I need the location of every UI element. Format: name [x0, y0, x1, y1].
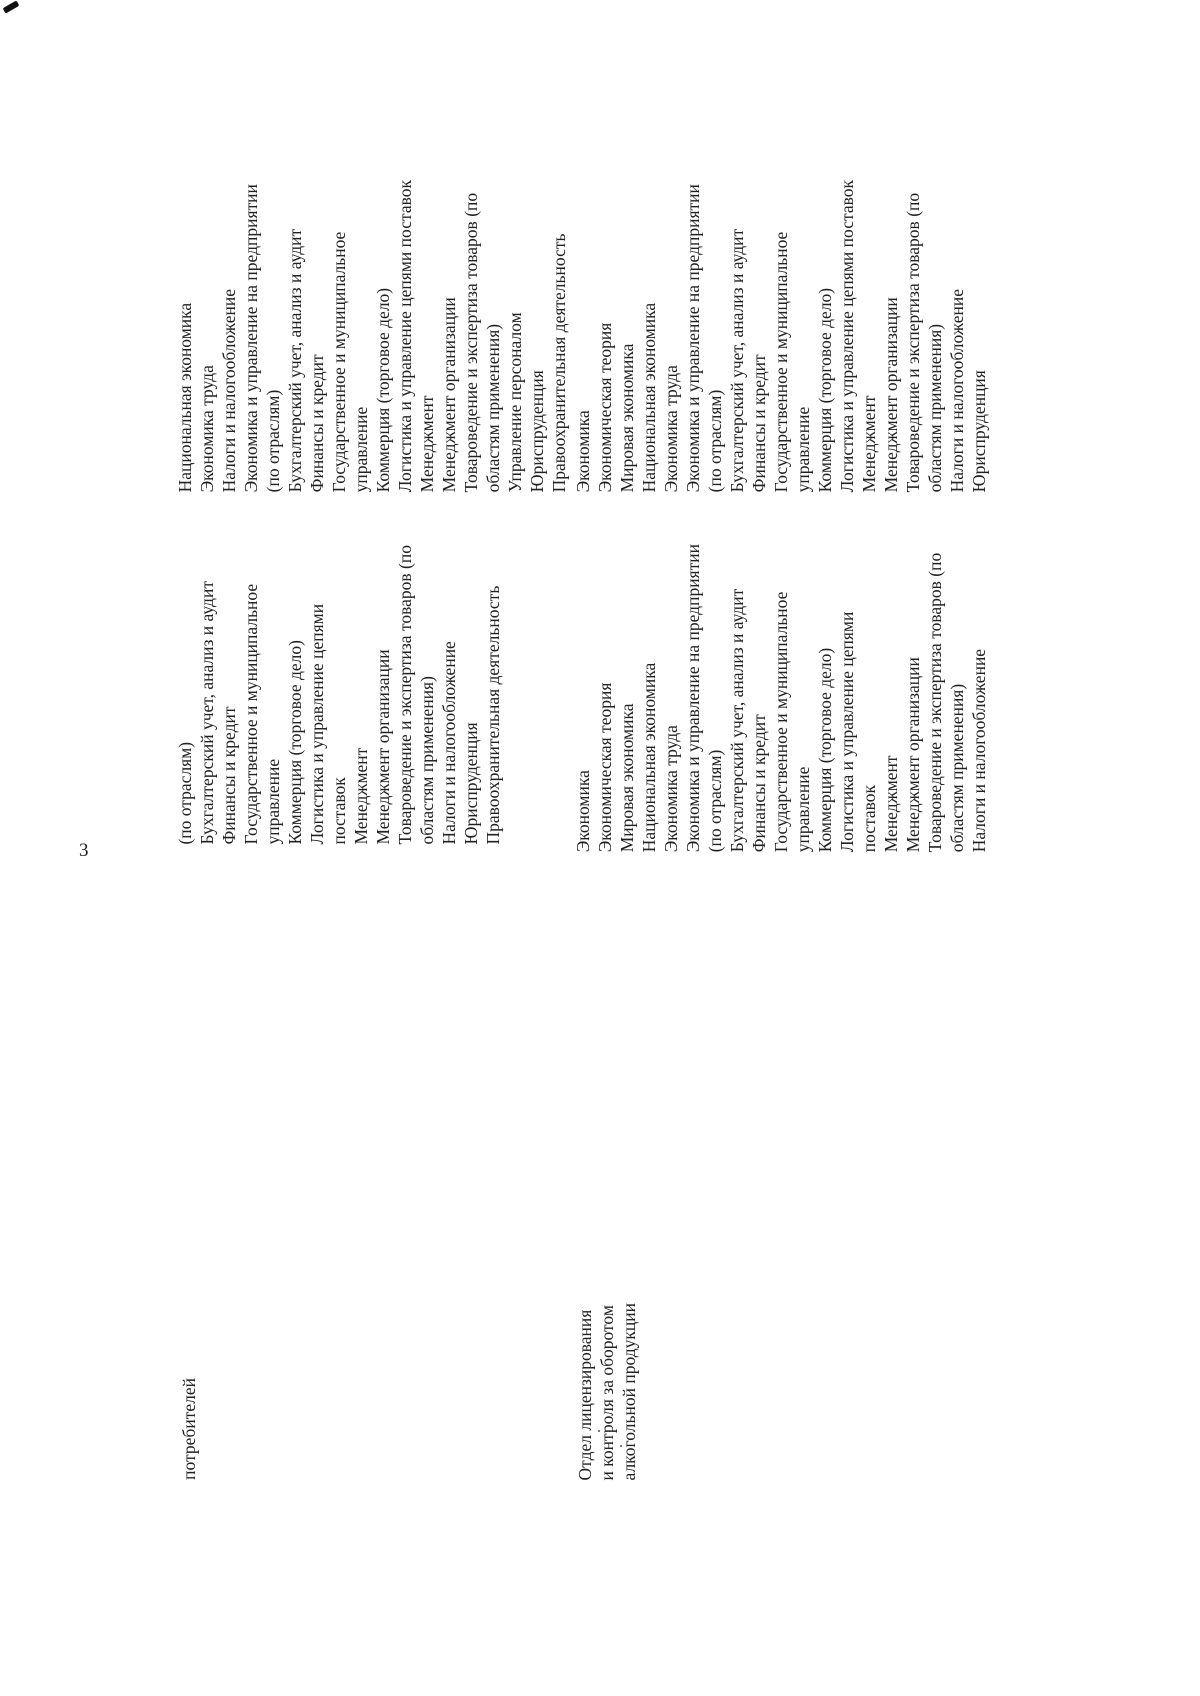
specialty-list-column-1: [174, 545, 504, 845]
text-line: Налоги и налогообложение: [969, 648, 989, 853]
text-line: Правоохранительная деятельность: [549, 233, 569, 493]
text-line: Товароведение и экспертиза товаров (по: [395, 545, 415, 845]
text-line: Государственное и муниципальное: [771, 231, 791, 493]
specialty-list-column-2: [174, 180, 570, 492]
text-line: Национальная экономика: [175, 302, 195, 493]
text-line: Менеджмент: [859, 395, 879, 493]
specialty-list-column-1: [572, 544, 990, 852]
text-line: Логистика и управление цепями: [307, 603, 327, 845]
text-line: поставок: [329, 777, 349, 845]
text-line: поставок: [859, 784, 879, 853]
text-line: областям применения): [947, 683, 967, 853]
text-line: Налоги и налогообложение: [219, 289, 239, 493]
text-line: Экономика труда: [197, 365, 217, 493]
text-line: потребителей: [179, 1378, 199, 1480]
text-line: Отдел лицензирования: [575, 1309, 595, 1481]
text-line: управление: [793, 406, 813, 493]
text-line: Национальная экономика: [639, 302, 659, 493]
text-line: Менеджмент организации: [881, 297, 901, 493]
text-line: Налоги и налогообложение: [947, 289, 967, 493]
specialty-list-column-2: [572, 180, 990, 492]
text-line: управление: [793, 766, 813, 853]
text-line: Товароведение и экспертиза товаров (по: [925, 552, 945, 853]
text-line: Экономика: [573, 410, 593, 493]
text-line: Менеджмент организации: [439, 297, 459, 493]
text-line: алкогольной продукции: [619, 1303, 639, 1481]
text-line: (по отраслям): [175, 741, 195, 845]
text-line: Бухгалтерский учет, анализ и аудит: [197, 581, 217, 845]
text-line: Экономическая теория: [595, 322, 615, 493]
text-line: (по отраслям): [263, 389, 283, 493]
text-line: Экономика и управление на предприятии: [241, 184, 261, 493]
text-line: Бухгалтерский учет, анализ и аудит: [727, 588, 747, 853]
text-line: Национальная экономика: [639, 662, 659, 853]
text-line: Мировая экономика: [617, 343, 637, 493]
text-line: управление: [263, 758, 283, 845]
text-line: и контроля за оборотом: [597, 1305, 617, 1481]
text-line: Менеджмент организации: [373, 649, 393, 845]
text-line: Экономика и управление на предприятии: [683, 184, 703, 493]
text-line: Управление персоналом: [505, 312, 525, 493]
text-line: Бухгалтерский учет, анализ и аудит: [727, 228, 747, 493]
text-line: Финансы и кредит: [307, 354, 327, 493]
text-line: Государственное и муниципальное: [329, 231, 349, 493]
text-line: Коммерция (торговое дело): [815, 287, 835, 493]
department-name: [178, 1378, 200, 1480]
text-line: областям применения): [483, 323, 503, 493]
text-line: Государственное и муниципальное: [771, 591, 791, 853]
text-line: Логистика и управление цепями поставок: [837, 180, 857, 493]
text-line: Менеджмент: [417, 395, 437, 493]
text-line: Государственное и муниципальное: [241, 583, 261, 845]
text-line: Финансы и кредит: [749, 714, 769, 853]
text-line: Финансы и кредит: [219, 706, 239, 845]
text-line: Юриспруденция: [969, 370, 989, 493]
text-line: Коммерция (торговое дело): [285, 640, 305, 845]
text-line: Правоохранительная деятельность: [483, 585, 503, 845]
text-line: Логистика и управление цепями: [837, 611, 857, 853]
text-line: Налоги и налогообложение: [439, 641, 459, 845]
text-line: Экономика труда: [661, 365, 681, 493]
text-line: (по отраслям): [705, 749, 725, 853]
text-line: Экономика: [573, 770, 593, 853]
text-line: Экономика труда: [661, 725, 681, 853]
text-line: Юриспруденция: [527, 370, 547, 493]
text-line: Товароведение и экспертиза товаров (по: [903, 192, 923, 493]
text-line: Менеджмент: [351, 747, 371, 845]
text-line: Мировая экономика: [617, 703, 637, 853]
scan-corner-mark: [3, 0, 20, 13]
text-line: областям применения): [925, 323, 945, 493]
text-line: Логистика и управление цепями поставок: [395, 180, 415, 493]
text-line: Юриспруденция: [461, 722, 481, 845]
text-line: Бухгалтерский учет, анализ и аудит: [285, 228, 305, 493]
text-line: Товароведение и экспертиза товаров (по: [461, 192, 481, 493]
text-line: управление: [351, 406, 371, 493]
page-number: 3: [79, 840, 89, 861]
text-line: Экономическая теория: [595, 682, 615, 853]
text-line: Экономика и управление на предприятии: [683, 544, 703, 853]
text-line: Коммерция (торговое дело): [815, 647, 835, 853]
text-line: областям применения): [417, 676, 437, 845]
text-line: Коммерция (торговое дело): [373, 287, 393, 493]
department-name: [574, 1303, 640, 1480]
text-line: (по отраслям): [705, 389, 725, 493]
text-line: Менеджмент организации: [903, 657, 923, 853]
text-line: Менеджмент: [881, 755, 901, 853]
text-line: Финансы и кредит: [749, 354, 769, 493]
